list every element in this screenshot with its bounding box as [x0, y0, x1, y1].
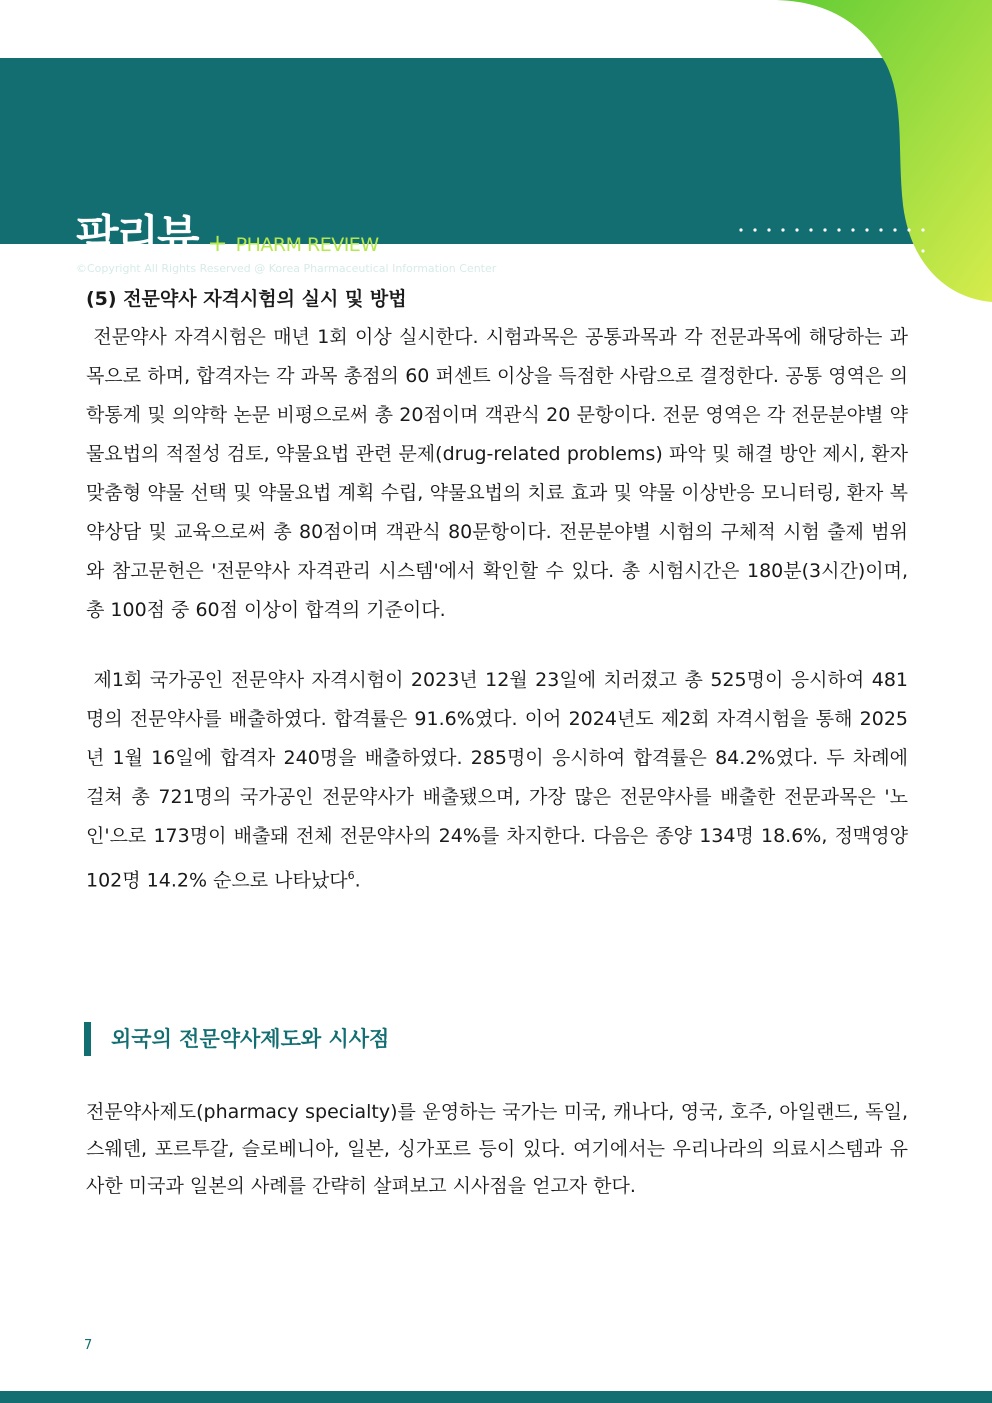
dot — [879, 249, 882, 252]
dot — [767, 249, 770, 252]
dot — [907, 270, 910, 273]
dot — [837, 249, 840, 252]
dot — [823, 228, 826, 231]
dot — [809, 228, 812, 231]
dot — [865, 249, 868, 252]
dot — [823, 249, 826, 252]
dot — [809, 270, 812, 273]
dot — [921, 228, 924, 231]
dot — [907, 228, 910, 231]
copyright-notice: ©Copyright All Rights Reserved @ Korea Pharmaceutical Information Center — [76, 262, 497, 275]
dot-pattern-decoration — [737, 226, 931, 278]
dot — [795, 249, 798, 252]
footnote-ref[interactable]: 6 — [347, 869, 355, 882]
dot — [851, 270, 854, 273]
dot — [851, 228, 854, 231]
section-heading — [84, 1022, 389, 1056]
header-banner — [0, 58, 992, 275]
brand-subtitle: PHARM REVIEW — [235, 234, 379, 256]
dot — [865, 270, 868, 273]
dot — [921, 270, 924, 273]
dot — [795, 270, 798, 273]
dot — [753, 270, 756, 273]
footer-bar — [0, 1391, 992, 1403]
dot — [823, 270, 826, 273]
plus-icon: + — [207, 229, 228, 257]
dot — [739, 228, 742, 231]
dot — [809, 249, 812, 252]
dot — [921, 249, 924, 252]
brand — [76, 200, 379, 264]
brand-title: 팜리뷰 — [76, 211, 198, 262]
paragraph: 전문약사제도(pharmacy specialty)를 운영하는 국가는 미국, 캐나다, 영국, 호주, 아일랜드, 독일, 스웨덴, 포르투갈, 슬로베니아, 일본, 싱가포르 등이 있다. 여기에서는 우리나라의 의료시스템과 유사한 미국과 일본의 사례를 간략히 살펴보고 시사점을 얻고자 한다. — [86, 1101, 908, 1197]
subheading: (5) 전문약사 자격시험의 실시 및 방법 — [86, 288, 407, 310]
dot — [893, 228, 896, 231]
dot — [865, 228, 868, 231]
dot — [907, 249, 910, 252]
dot — [851, 249, 854, 252]
dot — [739, 249, 742, 252]
paragraph-end: . — [354, 869, 361, 892]
paragraph-text: 제1회 국가공인 전문약사 자격시험이 2023년 12월 23일에 치러졌고 총 525명이 응시하여 481명의 전문약사를 배출하였다. 합격률은 91.6%였다. 이어 2024년도 제2회 자격시험을 통해 2025년 1월 16일에 합격자 240명을 배출하였다. 285명이 응시하여 합격률은 84.2%였다. 두 차례에 걸쳐 총 721명의 국가공인 전문약사가 배출됐으며, 가장 많은 전문약사를 배출한 전문과목은 '노인'으로 173명이 배출돼 전체 전문약사의 24%를 차지한다. 다음은 종양 134명 18.6%, 정맥영양 102명 14.2% 순으로 나타났다 — [86, 669, 908, 892]
dot — [893, 249, 896, 252]
paragraph-text: 전문약사 자격시험은 매년 1회 이상 실시한다. 시험과목은 공통과목과 각 전문과목에 해당하는 과목으로 하며, 합격자는 각 과목 총점의 60 퍼센트 이상을 득점한 사람으로 결정한다. 공통 영역은 의학통계 및 의약학 논문 비평으로써 총 20점이며 객관식 20 문항이다. 전문 영역은 각 전문분야별 약물요법의 적절성 검토, 약물요법 관련 문제(drug-related problems) 파악 및 해결 방안 제시, 환자 맞춤형 약물 선택 및 약물요법 계획 수립, 약물요법의 치료 효과 및 약물 이상반응 모니터링, 환자 복약상담 및 교육으로써 총 80점이며 객관식 80문항이다. 전문분야별 시험의 구체적 시험 출제 범위와 참고문헌은 '전문약사 자격관리 시스템'에서 확인할 수 있다. 총 시험시간은 180분(3시간)이며, 총 100점 중 60점 이상이 합격의 기준이다. — [86, 326, 908, 621]
page-number: 7 — [84, 1338, 93, 1353]
dot — [767, 270, 770, 273]
dot — [781, 228, 784, 231]
dot — [753, 228, 756, 231]
section-title: 외국의 전문약사제도와 시사점 — [111, 1027, 390, 1051]
dot — [781, 270, 784, 273]
main-content — [86, 284, 908, 900]
dot — [781, 249, 784, 252]
dot — [753, 249, 756, 252]
dot — [739, 270, 742, 273]
dot — [893, 270, 896, 273]
paragraph — [86, 318, 908, 630]
dot — [795, 228, 798, 231]
dot — [767, 228, 770, 231]
dot — [837, 228, 840, 231]
dot — [879, 270, 882, 273]
paragraph — [86, 661, 908, 900]
dot — [879, 228, 882, 231]
dot — [837, 270, 840, 273]
